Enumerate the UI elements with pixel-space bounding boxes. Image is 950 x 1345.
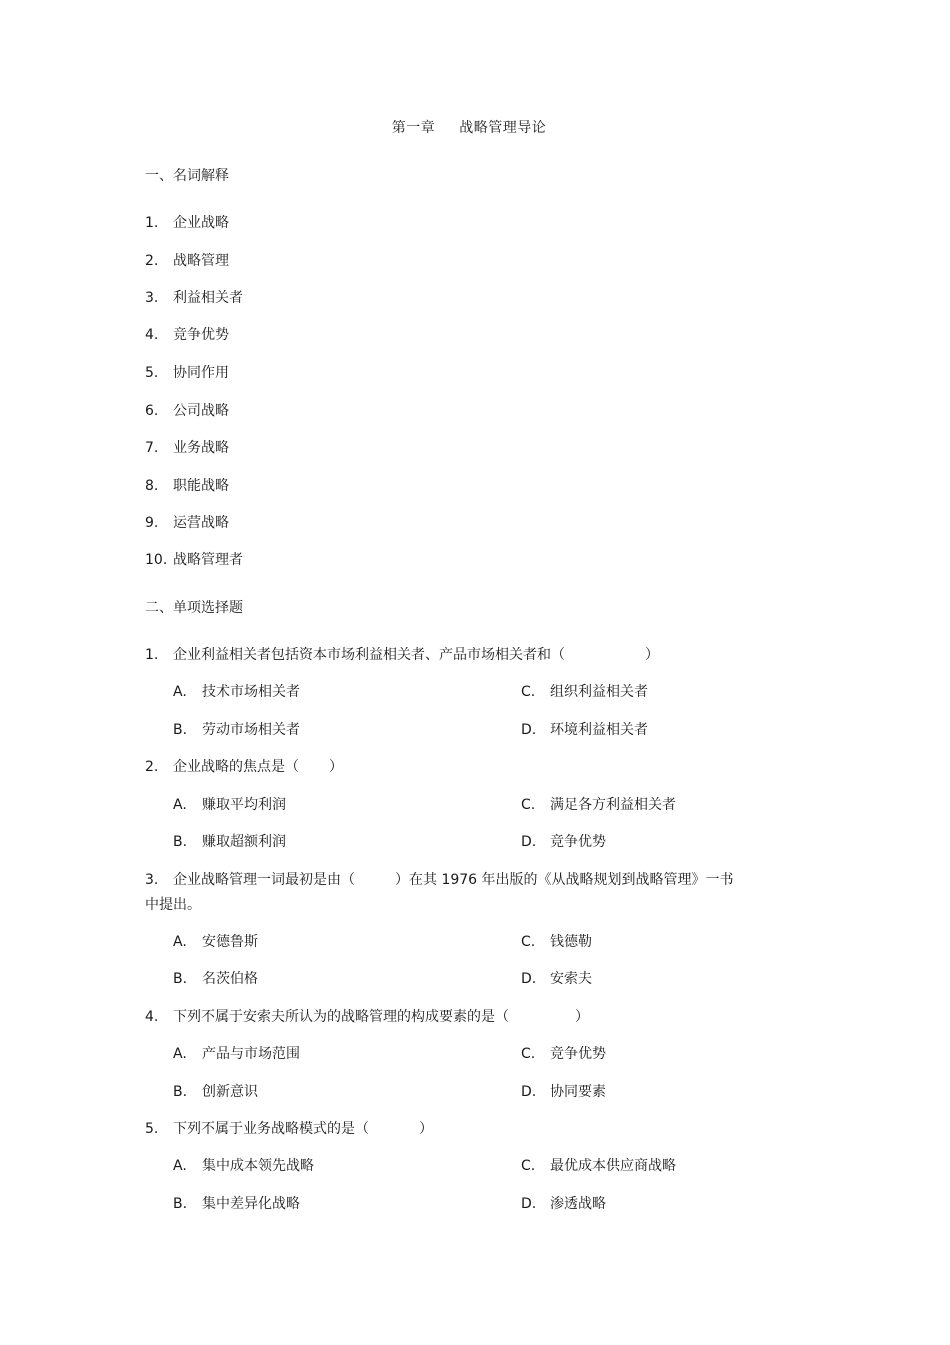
term-item: 9. 运营战略: [145, 515, 229, 531]
term-item: 6. 公司战略: [145, 403, 229, 419]
option-a: A. 安德鲁斯: [173, 934, 258, 950]
option-c: C. 最优成本供应商战略: [521, 1158, 676, 1174]
option-b: B. 集中差异化战略: [173, 1196, 300, 1212]
option-a: A. 产品与市场范围: [173, 1046, 300, 1062]
question-stem: 2. 企业战略的焦点是（ ）: [145, 759, 343, 775]
option-c: C. 满足各方利益相关者: [521, 797, 676, 813]
question-stem: 4. 下列不属于安索夫所认为的战略管理的构成要素的是（ ）: [145, 1009, 589, 1025]
option-a: A. 赚取平均利润: [173, 797, 286, 813]
option-d: D. 渗透战略: [521, 1196, 606, 1212]
question-stem-continued: 中提出。: [145, 897, 201, 913]
chapter-number: 第一章: [391, 120, 436, 136]
option-d: D. 协同要素: [521, 1084, 606, 1100]
section-heading-terms: 一、名词解释: [145, 168, 229, 184]
term-item: 4. 竞争优势: [145, 327, 229, 343]
option-d: D. 环境利益相关者: [521, 722, 648, 738]
term-item: 5. 协同作用: [145, 365, 229, 381]
option-b: B. 创新意识: [173, 1084, 258, 1100]
option-b: B. 劳动市场相关者: [173, 722, 300, 738]
page-title: [0, 119, 938, 137]
question-stem: 3. 企业战略管理一词最初是由（ ）在其 1976 年出版的《从战略规划到战略管理》一书: [145, 872, 734, 888]
option-a: A. 集中成本领先战略: [173, 1158, 314, 1174]
question-stem: 5. 下列不属于业务战略模式的是（ ）: [145, 1121, 433, 1137]
term-item: 3. 利益相关者: [145, 290, 243, 306]
option-d: D. 安索夫: [521, 971, 592, 987]
option-a: A. 技术市场相关者: [173, 684, 300, 700]
section-heading-choice: 二、单项选择题: [145, 600, 243, 616]
term-item: 8. 职能战略: [145, 478, 229, 494]
option-c: C. 组织利益相关者: [521, 684, 648, 700]
option-b: B. 赚取超额利润: [173, 834, 286, 850]
option-b: B. 名茨伯格: [173, 971, 258, 987]
term-item: 7. 业务战略: [145, 440, 229, 456]
option-c: C. 竞争优势: [521, 1046, 606, 1062]
chapter-title: 战略管理导论: [459, 120, 547, 136]
term-item: 2. 战略管理: [145, 253, 229, 269]
term-item: 10. 战略管理者: [145, 552, 243, 568]
option-d: D. 竞争优势: [521, 834, 606, 850]
question-stem: 1. 企业利益相关者包括资本市场利益相关者、产品市场相关者和（ ）: [145, 647, 659, 663]
option-c: C. 钱德勒: [521, 934, 592, 950]
term-item: 1. 企业战略: [145, 215, 229, 231]
